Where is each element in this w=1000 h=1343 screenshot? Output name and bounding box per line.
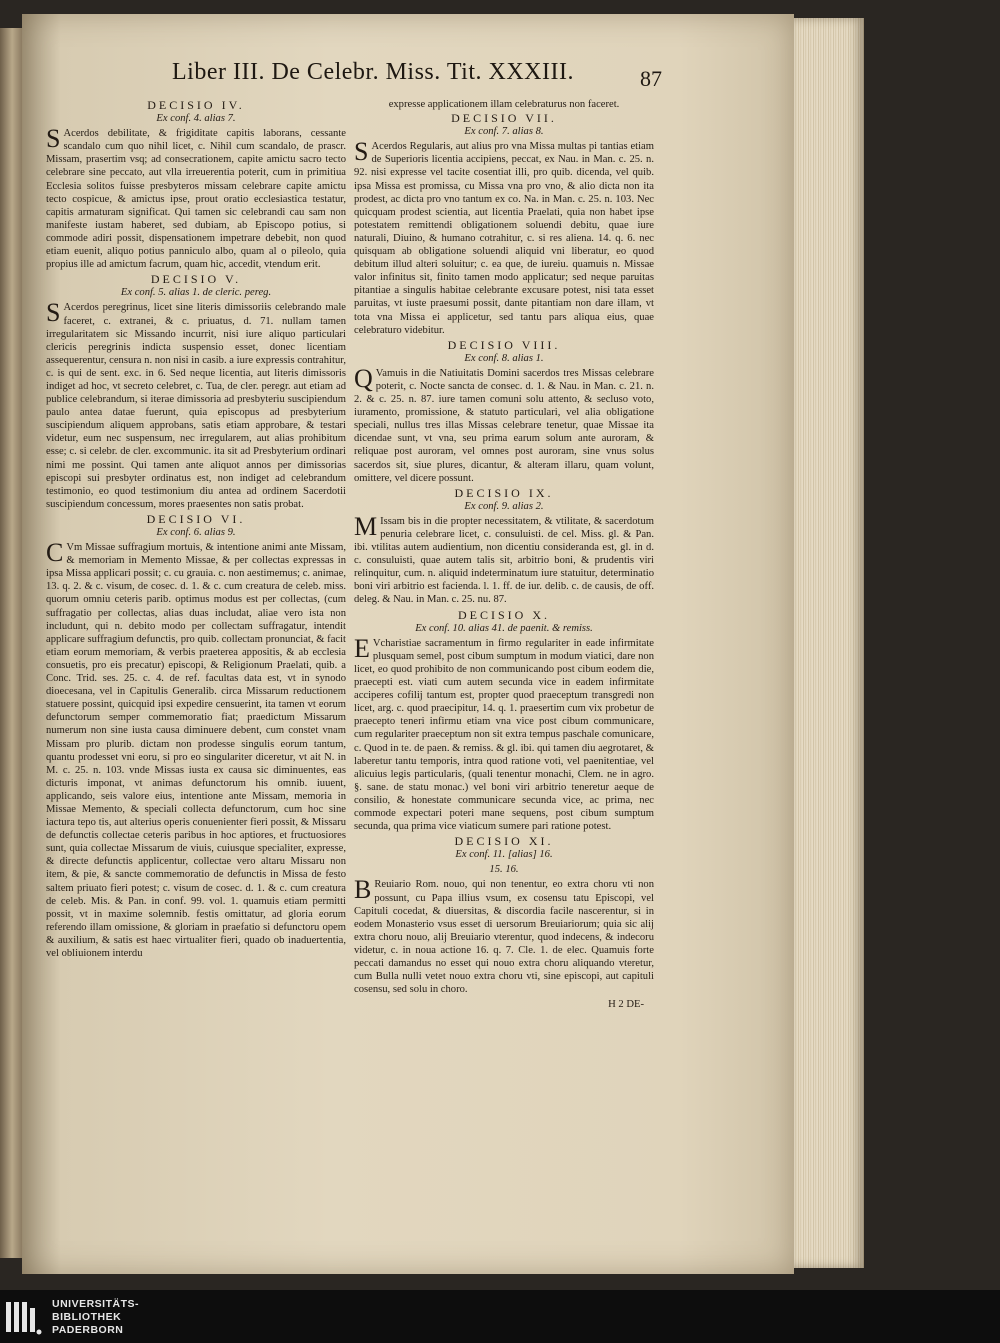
decisio-section [46, 99, 346, 271]
decisio-heading: DECISIO X. [458, 607, 550, 622]
logo-line-1: UNIVERSITÄTS- [52, 1298, 140, 1310]
logo-line-3: PADERBORN [52, 1324, 124, 1336]
decisio-text [354, 511, 654, 607]
initial-capital: M [354, 511, 378, 541]
paragraph-body: Vm Missae suffragium mortuis, & intentione animi ante Missam, & memoriam in Memento Missae, & per collectas expressas in ipsa Missa applicari possit; c. cu grauia. c. non aestimemus; c. animae, 13. q. 2. & c. visum, de cosec. d. 1. & c. cum creatura de celeb. miss. quorum omniu ceteris parib. optimus modus est per collectas, (cum suffragatio per collectas, alias duas includat, aliae vero ista non includunt, qui n. debito modo per collectam suffragatur, intendit applicare suffragium defunctis, pro quib. collectam pronunciat, & facit etiam eorum memoriam, & verbis praeterea appositis, & ab ecclesia consuetis, pro eis precatur) episcopi, & Religionum Praelati, quib. a Conc. Trid. ses. 25. c. 4. de ref. facultas data est, vt in synodo dioecesana, vel in Capitulis Generalib. circa Missarum reductionem statuere possint, quicquid ipsi expedire censuerint, ita tamen vt eorum defunctorum semper commemoratio fiat; praedictum Missarum numerum non sine iusta causa diminuere debent, cum constet vnam Missam pro plurib. dictam non prodesse singulis eorum tantum, quantu prodesset vni eoru, si pro eo singulariter diceretur, vt ait N. in M. c. 25. n. 103. vnde Missas iusta ex causa sic diminuentes, eas dicturis imponat, vt animas defunctorum his omnib. iuuent, applicando, seis valore eius, intentione ante Missam, memoria in Missae Memento, & speciali collecta defunctorum, cum hoc sine iactura tepo tis, aut alterius operis conuenienter fieri possit, & Missaru de defunctis collectae ceteris paribus in hoc aptiores, et fructuosiores sunt, quia collectae Missarum de viuis, cuiusque specialiter, expresse, & directe defunctis applicentur, collectae vero altaru Missaru non item, & pie, & sancte commemoratio de defunctis in Missa de festo saltem priuato fieri potest; c. visum de cosec. d. 1. & c. cum creatura de celeb. Mis. & Pan. in conf. 99. vol. 1. quamuis etiam permitti possit, vt in maxime solemnib. festis omittatur, ad gloria eorum referendo illam omissione, & gloriam in praefatio si defunctoru opem & auxilium, & satis est haec virtualiter fieri, quado ob inaduertentia, vel obliuionem interdu [46, 542, 346, 959]
initial-capital: B [354, 875, 372, 905]
decisio-heading: DECISIO VII. [451, 111, 557, 126]
decisio-heading: DECISIO XI. [454, 834, 554, 849]
initial-capital: S [354, 137, 369, 167]
library-footer [0, 1290, 1000, 1343]
left-column [46, 98, 346, 1248]
page-number: 87 [640, 66, 662, 91]
decisio-heading: DECISIO V. [150, 272, 242, 287]
right-sections [354, 112, 654, 996]
decisio-text [46, 124, 346, 271]
decisio-source: Ex conf. 11. [alias] 16. [455, 849, 553, 861]
paragraph-body: Acerdos debilitate, & frigiditate capitis laborans, cessante scandalo cum quo nihil licet, c. Nihil cum scandalo, de prascr. Missam, prasertim vsq; ad consecrationem, capite amictu sacro tecto celebrare sine peccato, aut vlla irreuerentia poterit, cum in primitiua Ecclesia solitos fuisse presbyteros missam celebrare capite amictu tecto cospicue, & amictus ipse, prout oratio ecclesiastica testatur, capitis armaturam significat. Qui tamen sic celebrandi cau sam non manifeste iustam haberet, sed dubiam, ab Episcopo potius, si commode adiri possit, dispensationem impetrare debebit, non quod etiam euenit, aliquo potius panniculo albo, quam al o pileolo, quia propius ille ad amictum facrum, quam hic, accedit, vtendum erit. [46, 128, 346, 271]
paragraph-body: Reuiario Rom. nouo, qui non tenentur, eo extra choru vti non possunt, cu Papa illius vsum, ex cosensu tatu Episcopi, vel Capituli cocedat, & diuersitas, & discordia facile nascerentur, si in eodem Monasterio vsus esset di uersorum Breuiariorum; quia sic alij extra choru nouo, alij Breuiario vterentur, quod indecens, & indecoru videtur, c. in noua actione 16. q. 7. Cle. 1. de elec. Quamuis forte peccati damandus no esset qui nouo extra choru aliquando vteretur, cum Bulla nulli vetet nouo extra choru vti, sine episcopi, aut capituli cosensu, sed solu in choro. [354, 879, 654, 996]
decisio-source: Ex conf. 10. alias 41. de paenit. & remiss. [415, 622, 593, 634]
logo-line-2: BIBLIOTHEK [52, 1311, 122, 1323]
paragraph-body: Vamuis in die Natiuitatis Domini sacerdos tres Missas celebrare poterit, c. Nocte sancta de consec. d. 1. & Nau. in Man. c. 21. n. 2. & c. 25. n. 87. iure tamen comuni solu attento, & secluso voto, iuramento, promissione, & statuto particulari, vel alia obligatione speciali, nullus tres illas Missas celebrare tenetur, quae Missae ita dicendae sunt, vt vna, seu prima earum solum ante auroram, & reliquae post auroram, vel omnes post auroram, sine vnus solus sacerdos sit, siue plures, dicantur, & alteram illaru, quam volunt, omittere, vel dicere possunt. [354, 367, 654, 484]
book-page [22, 14, 794, 1274]
decisio-section [46, 273, 346, 511]
decisio-source: Ex conf. 5. alias 1. de cleric. pereg. [120, 287, 272, 299]
decisio-source-extra: 15. 16. [489, 864, 519, 876]
signature-mark: H 2 DE- [608, 999, 644, 1011]
decisio-heading: DECISIO IX. [454, 485, 554, 500]
page-stack-edge [794, 18, 864, 1268]
paragraph-body: Acerdos peregrinus, licet sine literis dimissoriis celebrando male faceret, c. extranei, & c. priuatus, d. 71. nullam tamen irregularitatem sic Missando incurrit, nisi iure aliquo particulari clericis peregrinis indicta suspensio esset, donec licentiam assequerentur, censura n. non nisi in casib. a iure expressis contrahitur, c. is qui de sent. exc. in 6. Sed neque licentia, aut literis dimissoris indiget ad hoc, vt secreto celebret, c. Tua, de cler. peregr. aut etiam ad publice celebrandum, si iterae dimissoria ad presbyteriu suscipiendum paulo antea datae fuerunt, quia episcopus ad presbyterium suscipiendum aliquem approbans, satis etiam approbare, & testari videtur, eum nec suspensum, nec irregularem, aut alias prohibitum esse; c. si celebr. de cler. excommunic. ita sit ad Presbyterium ordinari nimi me possint. Qui tamen ante aliquot annos per dimissorias episcopi sui presbyter ordinatus est, non indiget ad celebrandum testimonio, eo quod testimonium diu antea ad ordinem Sacerdotii suscipiendum concessum, mores praesentes non satis probat. [46, 302, 346, 510]
running-head: Liber III. De Celebr. Miss. Tit. XXXIII. [172, 59, 574, 85]
initial-capital: S [46, 298, 61, 328]
decisio-section [354, 609, 654, 834]
decisio-source: Ex conf. 6. alias 9. [156, 527, 236, 538]
paragraph-body: Vcharistiae sacramentum in firmo regulariter in eade infirmitate plusquam semel, post cibum sumptum in modum viatici, dare non licet, eo quod prohibito de non communicando post cibum eodem die, praecepti est. viati cum autem secunda vice in eadem infirmitate acciperes cofilij tantum est, propter quod praeceptum transgredi non licet, arg. c. quod praecipitur, 14. q. 1. praesertim cum vix probetur de praecepto teneri infirmu etiam vna vice post cibum communicare, cum regulariter praeceptum non sit extra tempus paschale comunicare, c. Quod in te. de paen. & remiss. & gl. ibi. qui tamen diu aegrotaret, & laberetur tantu temporis, intra quod ratione voti, vel paenitentiae, vel alicuius legis particularis, (quali tenentur monachi, Clem. ne in agro. §. sane. de statu monac.) vel boni viri arbitrio teneretur aeque de consilio, & honestate communicare secunda vice, ac prima, nec commode expectari poteri mane sequens, post cibum sumptum secunda, qua prima vice viaticum sumere pari ratione potest. [354, 637, 654, 833]
decisio-text [46, 298, 346, 511]
decisio-section [354, 112, 654, 337]
decisio-source: Ex conf. 8. alias 1. [464, 352, 544, 364]
initial-capital: C [46, 538, 64, 568]
decisio-text [354, 633, 654, 833]
initial-capital: S [46, 124, 61, 154]
right-column [354, 98, 654, 1248]
decisio-text [354, 137, 654, 336]
decisio-section [354, 835, 654, 996]
initial-capital: Q [354, 363, 373, 393]
library-logo-icon [4, 1298, 44, 1338]
decisio-source: Ex conf. 9. alias 2. [464, 500, 544, 512]
decisio-text [46, 538, 346, 960]
decisio-heading: DECISIO IV. [147, 98, 245, 112]
left-page-edge [0, 28, 22, 1258]
decisio-text [354, 875, 654, 996]
decisio-section [46, 513, 346, 960]
carryover-line: expresse applicationem illam celebraturus non faceret. [388, 99, 620, 110]
decisio-section [354, 339, 654, 485]
paragraph-body: Acerdos Regularis, aut alius pro vna Missa multas pi tantias etiam de Superioris licentia accipiens, peccat, ex Nau. in Man. c. 25. n. 92. nisi expresse vel tacite cosentiat illi, pro quib. dicenda, vel quib. ipsa Missa est promissa, cu Missa vna pro vno, & alio dicta non ita prodest, ac dicta pro vno tantum ex co. Na. in Man. c. 25. n. 103. Nec quicquam prodest scientia, aut licentia Praelati, quia non habet ipse potestatem remittendi obligationem soluendi debitu, quae iure naturali, Diuino, & humano cotrahitur, c. si res aliena. 14. q. 6. nec quisquam ab obligatione soluendi aliquid vni liberatur, eo quod debitum illud alteri soluitur; c. ea que, de iureiu. quamuis n. Missae valor infinitus sit, finito tamen modo applicatur; sed neque paruitas pitantiae a singulis habitae celebrante excusare potest, nisi tata esset paruitas, vt iuste praesumi possit, dante pitantiam non dare illam, vt tota vna Missa ei applicetur, sed tantu pars aliqua eius, quae celebraturo videbitur. [354, 141, 654, 336]
decisio-heading: DECISIO VIII. [447, 337, 561, 352]
decisio-section [354, 487, 654, 607]
decisio-source: Ex conf. 7. alias 8. [464, 126, 544, 138]
decisio-source: Ex conf. 4. alias 7. [156, 113, 236, 125]
decisio-heading: DECISIO VI. [146, 511, 246, 526]
decisio-text [354, 363, 654, 485]
initial-capital: E [354, 633, 370, 663]
paragraph-body: Issam bis in die propter necessitatem, & vtilitate, & sacerdotum penuria celebrare licet, c. consuluisti. de cel. Miss. gl. & Pan. ibi. vtilitas autem audientium, non dicentiu consideranda est, gl. in d. c. consuluisti, quae autem talis sit, arbitrio boni, & prudentis viri relinquitur, cum. n. aliquid indeterminatum iure statuitur, determinatio boni viri arbitrio est facienda. l. 1. ff. de iur. delib. c. de causis, de off. deleg. & Nau. in Man. c. 25. nu. 87. [354, 515, 654, 606]
